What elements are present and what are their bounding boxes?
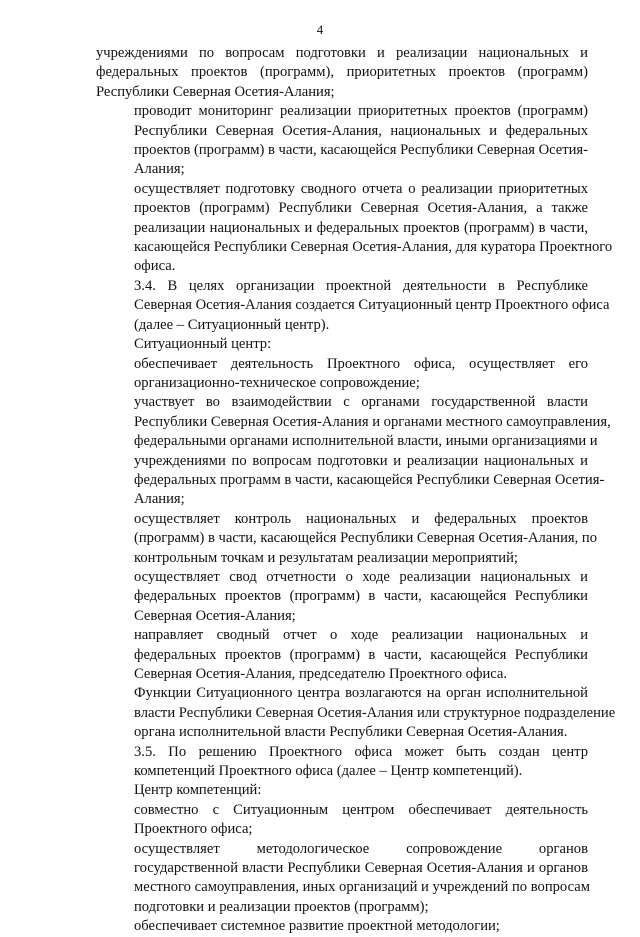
text-line: федеральных программ в части, касающейся Республики Северная Осетия-	[134, 471, 605, 488]
text-line: федеральных проектов (программ), приоритетных проектов (программ)	[96, 64, 588, 81]
text-line: подготовки и реализации проектов (программ);	[134, 898, 429, 915]
text-line: федеральных проектов (программ) в части, касающейся Республики	[134, 646, 588, 663]
paragraph	[96, 626, 588, 684]
paragraph	[96, 102, 588, 180]
text-line: контрольным точкам и результатам реализации мероприятий;	[134, 549, 518, 566]
text-line: осуществляет контроль национальных и федеральных проектов	[134, 510, 588, 527]
text-line: Центр компетенций:	[134, 782, 262, 799]
text-line: Функции Ситуационного центра возлагаются на орган исполнительной	[134, 685, 588, 702]
page-number: 4	[316, 22, 324, 37]
text-line: Северная Осетия-Алания, председателю Проектного офиса.	[134, 666, 508, 682]
text-line: власти Республики Северная Осетия-Алания или структурное подразделение	[134, 704, 616, 721]
text-line: (программ) в части, касающейся Республики Северная Осетия-Алания, по	[134, 530, 598, 547]
text-line: офиса.	[134, 258, 176, 275]
text-line: обеспечивает деятельность Проектного офиса, осуществляет его	[134, 355, 588, 372]
text-line: участвует во взаимодействии с органами государственной власти	[134, 394, 588, 411]
text-line: Алания;	[134, 161, 185, 178]
text-line: реализации национальных и федеральных проектов (программ) в части,	[134, 219, 588, 236]
paragraph	[96, 743, 588, 782]
text-line: проводит мониторинг реализации приоритетных проектов (программ)	[134, 103, 588, 120]
paragraph	[96, 684, 616, 742]
text-line: Северная Осетия-Алания;	[134, 607, 296, 624]
text-line: Республики Северная Осетия-Алания, национальных и федеральных	[134, 122, 588, 139]
text-line: местного самоуправления, иных организаций и учреждений по вопросам	[134, 879, 590, 896]
text-line: Алания;	[134, 491, 185, 508]
text-line: Республики Северная Осетия-Алания;	[96, 83, 335, 100]
text-line: Республики Северная Осетия-Алания и органами местного самоуправления,	[134, 413, 611, 430]
paragraph	[96, 568, 588, 626]
text-line: осуществляет методологическое сопровождение органов	[134, 840, 588, 857]
text-line: 3.5. По решению Проектного офиса может быть создан центр	[134, 743, 588, 760]
text-line: (далее – Ситуационный центр).	[134, 316, 330, 333]
text-line: касающейся Республики Северная Осетия-Алания, для куратора Проектного	[134, 239, 613, 256]
paragraph	[96, 44, 588, 102]
text-line: федеральными органами исполнительной власти, иными организациями и	[134, 433, 598, 450]
paragraph	[96, 277, 610, 335]
text-line: федеральных проектов (программ) в части, касающейся Республики	[134, 588, 588, 605]
paragraph	[96, 781, 588, 800]
text-line: направляет сводный отчет о ходе реализации национальных и	[134, 627, 588, 644]
text-line: организационно-техническое сопровождение;	[134, 374, 420, 391]
text-line: Ситуационный центр:	[134, 336, 272, 353]
text-line: проектов (программ) Республики Северная Осетия-Алания, а также	[134, 200, 588, 217]
paragraph	[96, 801, 588, 840]
text-line: органа исполнительной власти Республики Северная Осетия-Алания.	[134, 724, 568, 741]
text-line: проектов (программ) в части, касающейся Республики Северная Осетия-	[134, 142, 588, 159]
text-line: учреждениями по вопросам подготовки и реализации национальных и	[96, 45, 588, 61]
document-body	[96, 44, 616, 937]
text-line: осуществляет подготовку сводного отчета о реализации приоритетных	[134, 180, 588, 197]
paragraph	[96, 180, 613, 277]
text-line: осуществляет свод отчетности о ходе реализации национальных и	[134, 568, 588, 585]
paragraph	[96, 510, 598, 568]
text-line: государственной власти Республики Северная Осетия-Алания и органов	[134, 860, 588, 877]
text-line: 3.4. В целях организации проектной деятельности в Республике	[134, 277, 588, 294]
text-line: Проектного офиса;	[134, 821, 253, 838]
paragraph	[96, 840, 588, 918]
text-line: учреждениями по вопросам подготовки и реализации национальных и	[134, 452, 588, 469]
paragraph	[96, 335, 588, 354]
text-line: Северная Осетия-Алания создается Ситуационный центр Проектного офиса	[134, 297, 610, 314]
paragraph	[96, 393, 611, 509]
text-line: совместно с Ситуационным центром обеспечивает деятельность	[134, 801, 588, 818]
paragraph	[96, 917, 588, 936]
text-line: компетенций Проектного офиса (далее – Центр компетенций).	[134, 763, 523, 780]
text-line: обеспечивает системное развитие проектной методологии;	[134, 918, 500, 935]
paragraph	[96, 355, 588, 394]
